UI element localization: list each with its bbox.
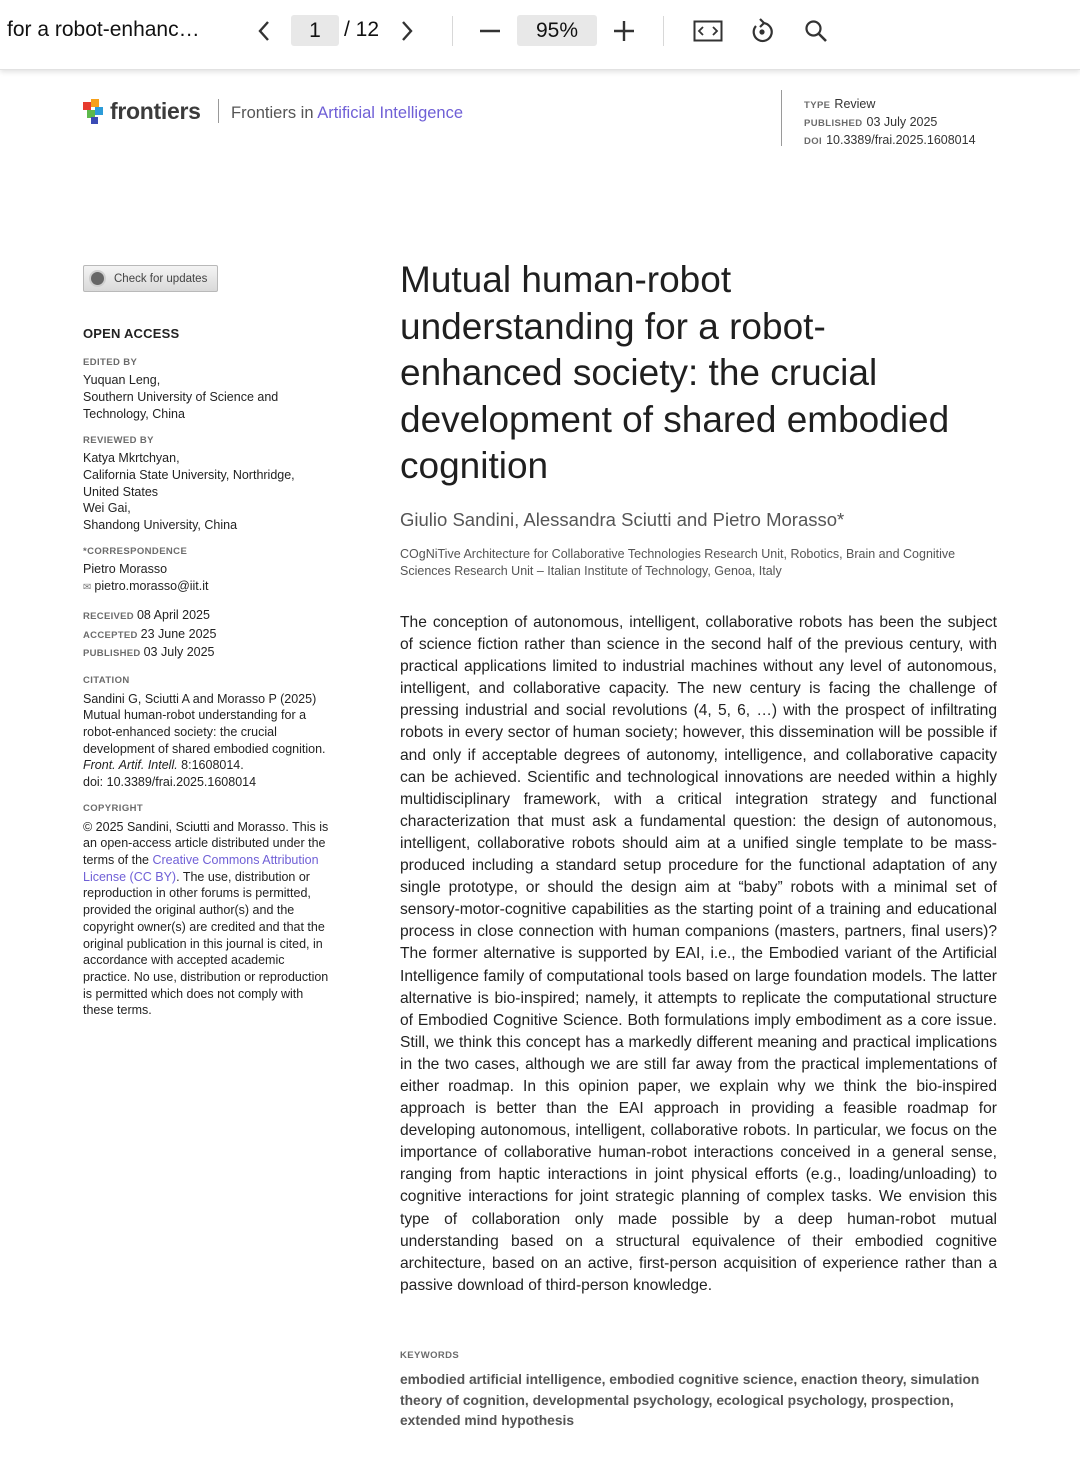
published-date: 03 July 2025 <box>866 115 938 129</box>
check-for-updates-button[interactable]: Check for updates <box>83 265 218 292</box>
correspondence-email[interactable]: ✉ pietro.morasso@iit.it <box>83 578 358 597</box>
keywords-label: KEYWORDS <box>400 1350 460 1361</box>
toolbar-divider <box>663 16 664 46</box>
brand-name: frontiers <box>110 98 201 124</box>
article-meta: TYPE Review PUBLISHED 03 July 2025 DOI 10.3389/frai.2025.1608014 <box>804 97 976 147</box>
next-page-button[interactable] <box>395 14 419 48</box>
chevron-right-icon <box>400 20 414 42</box>
open-access-label: OPEN ACCESS <box>83 326 180 341</box>
frontiers-logo <box>83 98 201 125</box>
meta-divider <box>781 90 782 146</box>
rotate-button[interactable] <box>748 14 776 48</box>
correspondence-name: Pietro Morasso <box>83 562 168 577</box>
journal-name: Frontiers in Artificial Intelligence <box>231 104 464 122</box>
license-link[interactable]: License (CC BY) <box>83 869 177 884</box>
zoom-out-button[interactable] <box>478 14 502 48</box>
fit-page-icon <box>693 20 723 42</box>
chevron-left-icon <box>257 20 271 42</box>
zoom-level[interactable]: 95% <box>517 15 597 46</box>
viewer-toolbar <box>0 0 1080 70</box>
dates: RECEIVED 08 April 2025 ACCEPTED 23 June 2025 PUBLISHED 03 July 2025 <box>83 607 217 660</box>
article-authors: Giulio Sandini, Alessandra Sciutti and Pietro Morasso* <box>400 509 845 530</box>
minus-icon <box>479 20 501 42</box>
article-type: Review <box>834 97 876 111</box>
article-title: Mutual human-robot understanding for a robot-enhanced society: the crucial development of shared embodied cognition <box>400 259 950 486</box>
search-button[interactable] <box>803 14 829 48</box>
page-number-input[interactable]: 1 <box>291 15 339 46</box>
toolbar-divider <box>452 16 453 46</box>
abstract: The conception of autonomous, intelligent, collaborative robots has been the subject of science fiction rather than science in the second half of the previous century, with practical applications limited to industrial machines without any level of autonomous, intelligent, and collaborative capacity. The new century is facing the challenge of pressing industrial and social revolutions (4, 5, 6, …) with the prospect of infiltrating robots in every sector of human society; however, this dissemination will be possible if and only if acceptable degrees of autonomy, intelligence, and collaborative capacity can be achieved. Scientific and technological innovations are needed within a highly multidisciplinary framework, with a critical integration strategy and functional characterization that must ask a fundamental question: the design of autonomous, intelligent, collaborative robots should aim at a unified single template to be mass-produced including a standard setup procedure for the functional adaptation of any single prototype, or should the design aim at “baby” robots with a minimal set of sensory-motor-cognitive capabilities as the starting point of a training and educational process in close connection with human companions (masters, partners, final users)? The former alternative is supported by EAI, i.e., the Embodied variant of the Artificial Intelligence family of computational tools based on large foundation models. The latter alternative is bio-inspired; namely, it attempts to replicate the computational structure of Embodied Cognitive Science. Both formulations imply embodiment as a core issue. Still, we think this concept has a markedly different meaning and practical implications in the two cases, although we are still far away from the practical implementations of either roadmap. In this opinion paper, we explain why we think the bio-inspired approach is better than the EAI approach in providing a feasible roadmap for developing autonomous, intelligent, collaborative robots. In particular, we focus on the importance of collaborative human-robot interactions conceived in a general sense, ranging from haptic interactions in joint physical efforts (e.g., loading/unloading) to cognitive interactions for joint strategic planning of complex tasks. We envision this type of collaboration only made possible by a deep human-robot mutual understanding based on a structural equivalence of their embodied cognitive architecture, based on an active, first-person acquisition of experience rather than a passive download of third-person knowledge. <box>400 614 997 1294</box>
rotate-icon <box>749 18 775 44</box>
frontiers-logo-icon <box>83 99 105 125</box>
article-sidebar: OPEN ACCESS EDITED BY Yuquan Leng, Southern University of Science and Technology, China REVIEWED BY Katya Mkrtchyan, California State University, Northridge, United States Wei Gai, Shandong University, China *CORRESPONDENCE Pietro Morasso ✉ pietro.morasso@iit.it RECEIVED 08 April 2025 ACCEPTED 23 June 2025 PUBLISHED 03 July 2025 CITATION Sandini G, Sciutti A and Morasso P (2025) Mutual human-robot understanding for a robot-enhanced society: the crucial development of shared embodied cognition. Front. Artif. Intell. 8:1608014. doi: 10.3389/frai.2025.1608014 COPYRIGHT © 2025 Sandini, Sciutti and Morasso. This is an open-access article distributed under the terms of the Creative Commons Attribution License (CC BY). The use, distribution or reproduction in other forums is permitted, provided the original author(s) and the copyright owner(s) are credited and that the original publication in this journal is cited, in accordance with accepted academic practice. No use, distribution or reproduction is permitted which does not comply with these terms. <box>83 326 358 1019</box>
keywords: embodied artificial intelligence, embodied cognitive science, enaction theory, simulation theory of cognition, developmental psychology, ecological psychology, prospection, extended mind hypothesis <box>400 1372 980 1428</box>
doi: 10.3389/frai.2025.1608014 <box>826 133 976 147</box>
search-icon <box>804 19 828 43</box>
fit-page-button[interactable] <box>692 14 724 48</box>
updates-icon <box>89 270 106 287</box>
header-divider <box>218 99 219 123</box>
plus-icon <box>613 20 635 42</box>
zoom-in-button[interactable] <box>612 14 636 48</box>
document-title: for a robot-enhanc… <box>7 18 200 41</box>
license-link[interactable]: Creative Commons Attribution <box>152 852 319 867</box>
previous-page-button[interactable] <box>252 14 276 48</box>
author-affiliation: COgNiTive Architecture for Collaborative Technologies Research Unit, Robotics, Brain and Cognitive Sciences Research Unit – Italian Institute of Technology, Genoa, Italy <box>400 547 956 578</box>
page-total: / 12 <box>344 18 380 41</box>
